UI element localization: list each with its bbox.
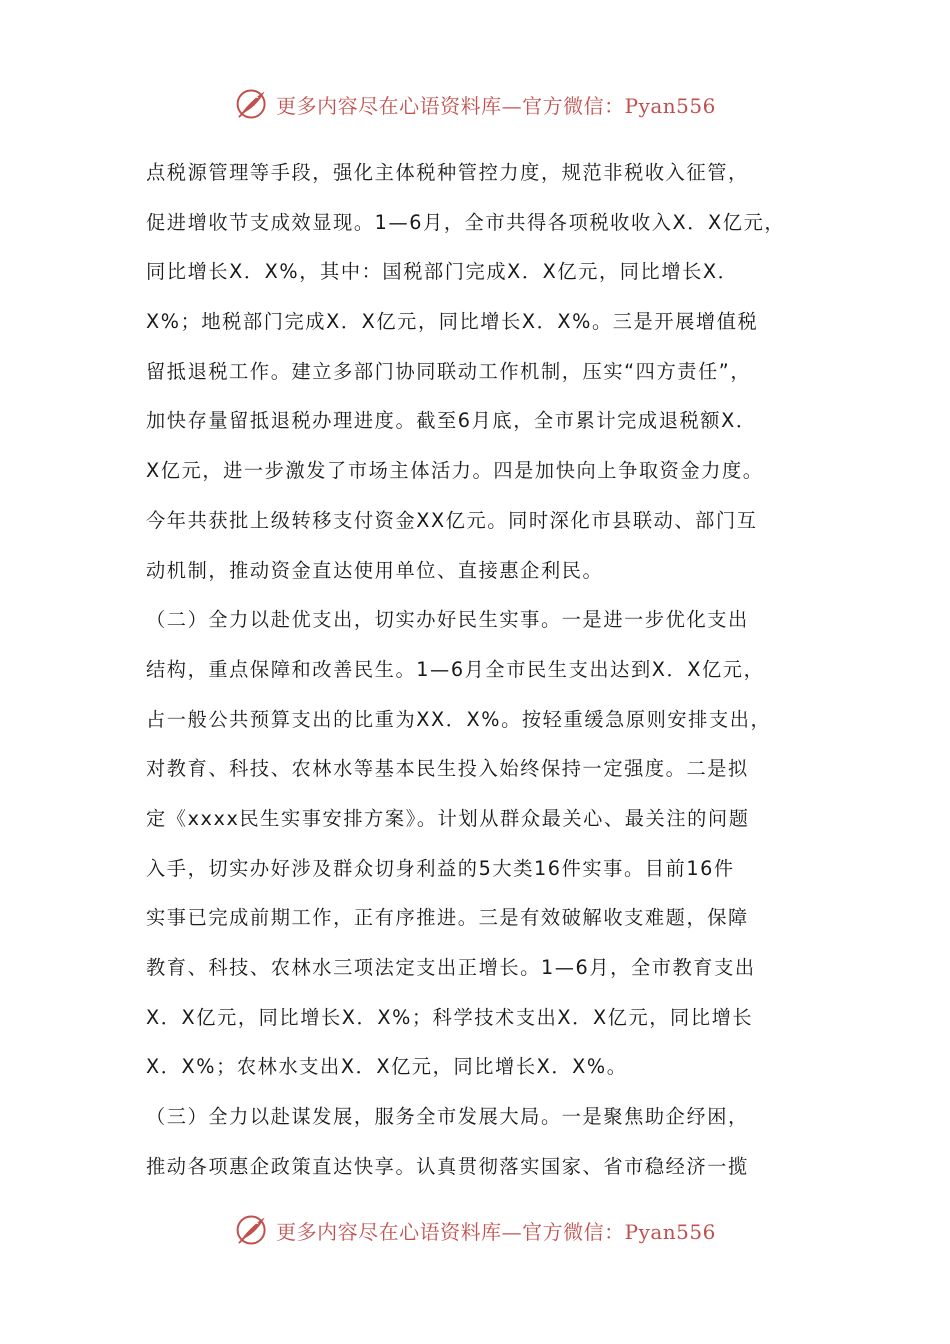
paragraph-line: 占一般公共预算支出的比重为XX．X%。按轻重缓急原则安排支出， xyxy=(146,707,772,731)
section-heading-line: （三）全力以赴谋发展，服务全市发展大局。一是聚焦助企纾困， xyxy=(146,1105,749,1129)
paragraph-line: X%；地税部门完成X．X亿元，同比增长X．X%。三是开展增值税 xyxy=(146,310,759,334)
paragraph-line: 推动各项惠企政策直达快享。认真贯彻落实国家、省市稳经济一揽 xyxy=(146,1154,749,1178)
paragraph-line: 定《xxxx民生实事安排方案》。计划从群众最关心、最关注的问题 xyxy=(146,806,750,830)
paragraph-line: 实事已完成前期工作，正有序推进。三是有效破解收支难题，保障 xyxy=(146,906,749,930)
footer-banner xyxy=(0,1210,950,1250)
paragraph-line: 动机制，推动资金直达使用单位、直接惠企利民。 xyxy=(146,558,604,582)
quill-pen-logo-icon xyxy=(234,86,270,122)
paragraph-line: 点税源管理等手段，强化主体税种管控力度，规范非税收入征管， xyxy=(146,161,749,184)
footer-banner-text: 更多内容尽在心语资料库—官方微信：Pyan556 xyxy=(276,1219,716,1244)
quill-pen-logo-icon xyxy=(234,1212,270,1248)
document-body xyxy=(146,148,826,1191)
paragraph-line: 加快存量留抵退税办理进度。截至6月底，全市累计完成退税额X． xyxy=(146,409,757,433)
paragraph-line: X．X%；农林水支出X．X亿元，同比增长X．X%。 xyxy=(146,1055,628,1079)
section-heading-line: （二）全力以赴优支出，切实办好民生实事。一是进一步优化支出 xyxy=(146,608,749,632)
paragraph-line: X．X亿元，同比增长X．X%；科学技术支出X．X亿元，同比增长 xyxy=(146,1005,754,1029)
paragraph-line: X亿元，进一步激发了市场主体活力。四是加快向上争取资金力度。 xyxy=(146,459,764,483)
paragraph-line: 教育、科技、农林水三项法定支出正增长。1—6月，全市教育支出 xyxy=(146,956,756,979)
paragraph-line: 对教育、科技、农林水等基本民生投入始终保持一定强度。二是拟 xyxy=(146,757,749,781)
paragraph-line: 同比增长X．X%，其中：国税部门完成X．X亿元，同比增长X． xyxy=(146,260,739,284)
paragraph-line: 促进增收节支成效显现。1—6月，全市共得各项税收收入X．X亿元， xyxy=(146,210,786,234)
paragraph-line: 结构，重点保障和改善民生。1—6月全市民生支出达到X．X亿元， xyxy=(146,657,765,681)
paragraph-line: 留抵退税工作。建立多部门协同联动工作机制，压实“四方责任”， xyxy=(146,359,752,383)
header-banner xyxy=(0,84,950,124)
header-banner-text: 更多内容尽在心语资料库—官方微信：Pyan556 xyxy=(276,93,716,118)
paragraph-line: 入手，切实办好涉及群众切身利益的5大类16件实事。目前16件 xyxy=(146,856,735,880)
paragraph-line: 今年共获批上级转移支付资金XX亿元。同时深化市县联动、部门互 xyxy=(146,508,758,532)
